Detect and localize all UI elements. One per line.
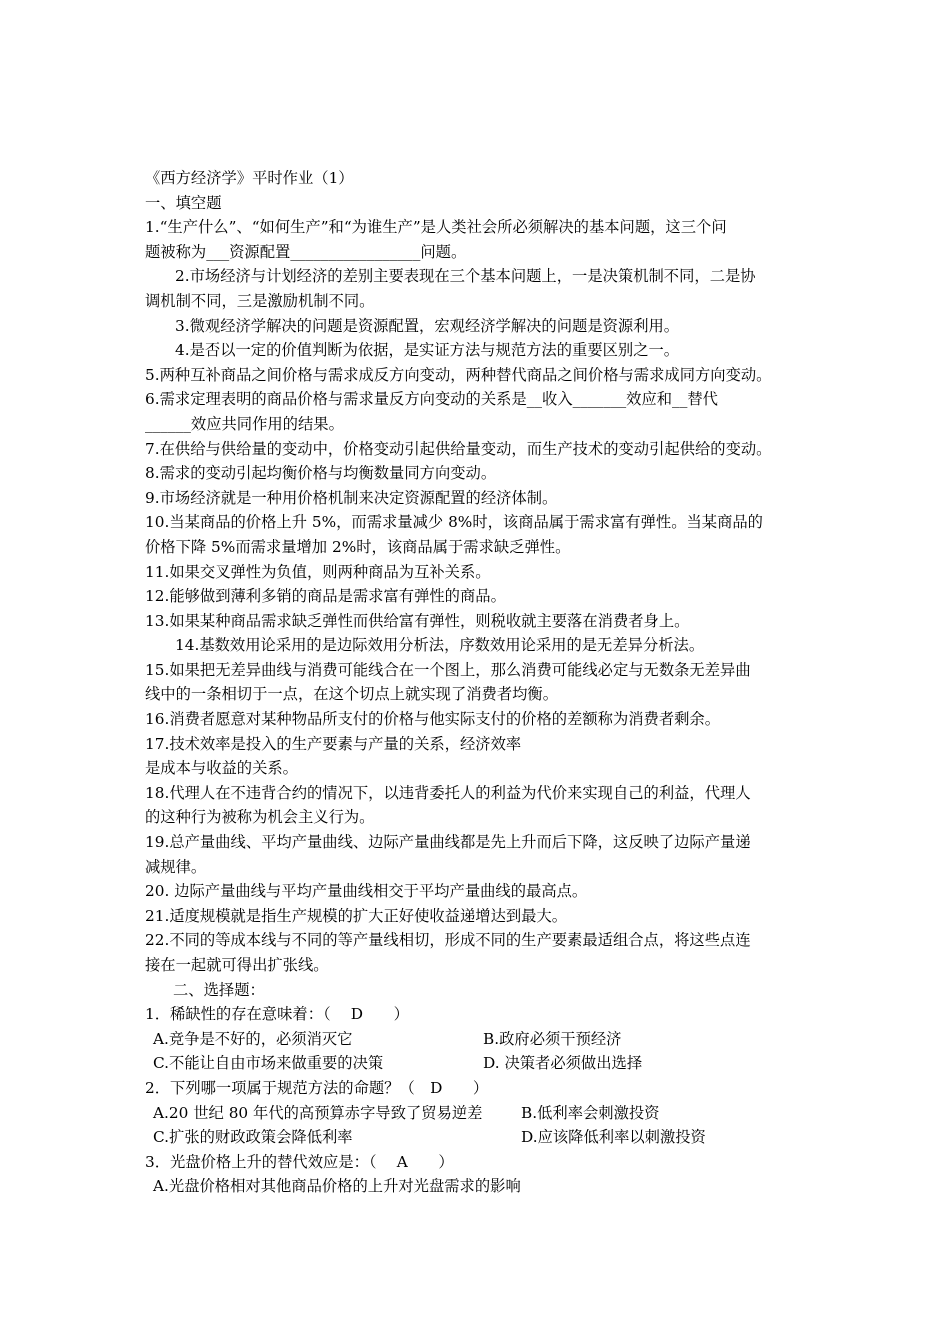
fill-line: 6.需求定理表明的商品价格与需求量反方向变动的关系是__收入_______效应和__替代 xyxy=(145,390,718,409)
fill-line: 19.总产量曲线、平均产量曲线、边际产量曲线都是先上升而后下降，这反映了边际产量递 xyxy=(145,833,751,852)
fill-line: 接在一起就可得出扩张线。 xyxy=(145,956,329,974)
option-a: A.竞争是不好的，必须消灭它 xyxy=(153,1029,353,1048)
fill-line: 5.两种互补商品之间价格与需求成反方向变动，两种替代商品之间价格与需求成同方向变动。 xyxy=(145,365,772,384)
section-heading-fill: 一、填空题 xyxy=(145,193,222,212)
option-row xyxy=(145,1174,825,1199)
option-d: D. 决策者必须做出选择 xyxy=(483,1054,643,1073)
fill-line: 减规律。 xyxy=(145,857,207,876)
fill-line: 11.如果交叉弹性为负值，则两种商品为互补关系。 xyxy=(145,562,491,581)
fill-line: 12.能够做到薄利多销的商品是需求富有弹性的商品。 xyxy=(145,587,506,606)
fill-line: 8.需求的变动引起均衡价格与均衡数量同方向变动。 xyxy=(145,464,497,483)
fill-line: 10.当某商品的价格上升 5%，而需求量减少 8%时，该商品属于需求富有弹性。当某商品的 xyxy=(145,513,763,532)
fill-line: 的这种行为被称为机会主义行为。 xyxy=(145,808,375,827)
option-row xyxy=(145,1027,825,1052)
fill-line: 9.市场经济就是一种用价格机制来决定资源配置的经济体制。 xyxy=(145,488,558,507)
option-row xyxy=(145,1101,825,1126)
fill-line: 价格下降 5%而需求量增加 2%时，该商品属于需求缺乏弹性。 xyxy=(145,537,571,556)
fill-line: 15.如果把无差异曲线与消费可能线合在一个图上，那么消费可能线必定与无数条无差异曲 xyxy=(145,660,751,679)
fill-line: 3.微观经济学解决的问题是资源配置，宏观经济学解决的问题是资源利用。 xyxy=(175,316,680,335)
fill-line: 1.“生产什么”、“如何生产”和“为谁生产”是人类社会所必须解决的基本问题，这三个问 xyxy=(145,218,727,237)
fill-line: 22.不同的等成本线与不同的等产量线相切，形成不同的生产要素最适组合点，将这些点连 xyxy=(145,931,751,950)
fill-line: ______效应共同作用的结果。 xyxy=(145,414,344,433)
option-b: B.政府必须干预经济 xyxy=(483,1029,622,1048)
fill-line: 题被称为___资源配置_________________问题。 xyxy=(145,242,467,261)
fill-line: 21.适度规模就是指生产规模的扩大正好使收益递增达到最大。 xyxy=(145,906,568,925)
document-title: 《西方经济学》平时作业（1） xyxy=(145,169,354,187)
fill-line: 14.基数效用论采用的是边际效用分析法，序数效用论采用的是无差异分析法。 xyxy=(175,636,705,655)
option-d: D.应该降低利率以刺激投资 xyxy=(521,1128,706,1147)
option-a: A.20 世纪 80 年代的高预算赤字导致了贸易逆差 xyxy=(153,1103,483,1122)
option-b: B.低利率会刺激投资 xyxy=(521,1103,660,1122)
question-stem: 3．光盘价格上升的替代效应是：（ A ） xyxy=(145,1152,454,1171)
fill-line: 7.在供给与供给量的变动中，价格变动引起供给量变动，而生产技术的变动引起供给的变动。 xyxy=(145,439,772,458)
section-heading-choice: 二、选择题： xyxy=(173,980,265,999)
fill-line: 是成本与收益的关系。 xyxy=(145,759,298,778)
option-c: C.不能让自由市场来做重要的决策 xyxy=(153,1054,384,1073)
fill-line: 17.技术效率是投入的生产要素与产量的关系，经济效率 xyxy=(145,734,522,753)
fill-line: 4.是否以一定的价值判断为依据，是实证方法与规范方法的重要区别之一。 xyxy=(175,341,680,360)
fill-line: 2.市场经济与计划经济的差别主要表现在三个基本问题上，一是决策机制不同，二是协 xyxy=(175,267,756,286)
fill-line: 调机制不同，三是激励机制不同。 xyxy=(145,291,375,310)
option-row xyxy=(145,1051,825,1076)
option-row xyxy=(145,1125,825,1150)
option-c: C.扩张的财政政策会降低利率 xyxy=(153,1128,353,1147)
fill-line: 线中的一条相切于一点，在这个切点上就实现了消费者均衡。 xyxy=(145,685,559,704)
option-a: A.光盘价格相对其他商品价格的上升对光盘需求的影响 xyxy=(153,1177,521,1196)
fill-line: 13.如果某种商品需求缺乏弹性而供给富有弹性，则税收就主要落在消费者身上。 xyxy=(145,611,690,630)
fill-line: 16.消费者愿意对某种物品所支付的价格与他实际支付的价格的差额称为消费者剩余。 xyxy=(145,710,721,729)
question-stem: 2．下列哪一项属于规范方法的命题？（ D ） xyxy=(145,1078,489,1097)
document-page xyxy=(145,166,825,1199)
fill-line: 18.代理人在不违背合约的情况下，以违背委托人的利益为代价来实现自己的利益，代理人 xyxy=(145,783,751,802)
fill-line: 20. 边际产量曲线与平均产量曲线相交于平均产量曲线的最高点。 xyxy=(145,882,588,901)
question-stem: 1．稀缺性的存在意味着：（ D ） xyxy=(145,1005,409,1024)
